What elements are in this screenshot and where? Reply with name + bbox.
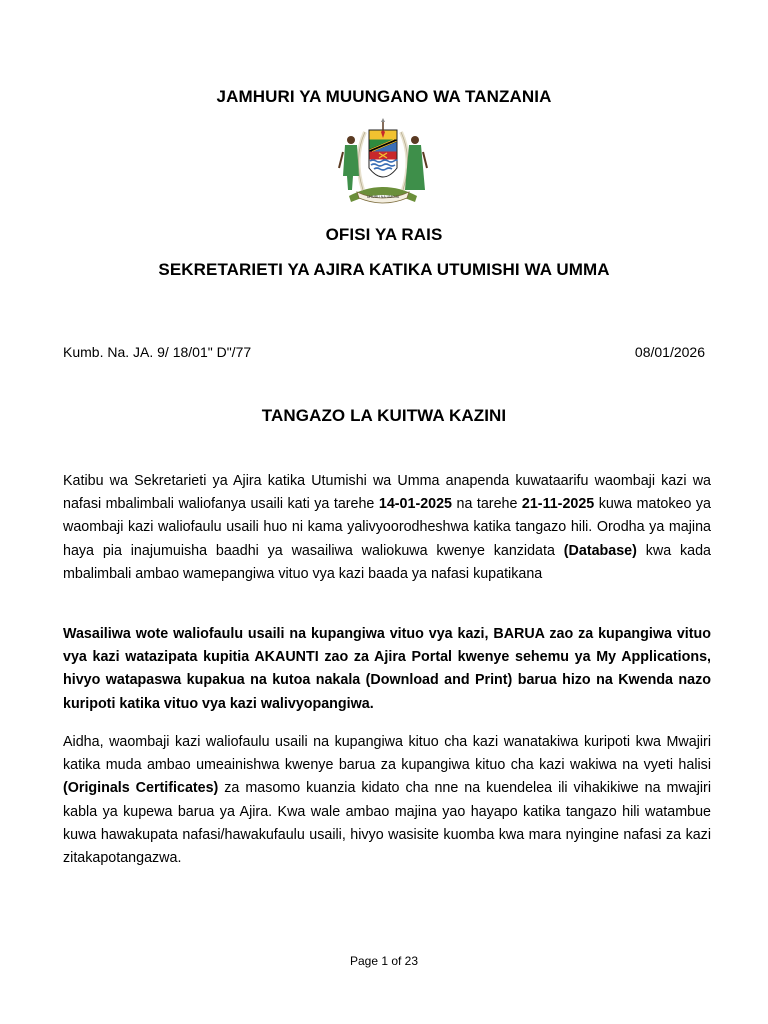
emblem-motto: UHURU NA UMOJA [366,195,400,199]
emblem-right-figure [405,136,427,190]
paragraph-ajira-portal-instructions: Wasailiwa wote waliofaulu usaili na kupangiwa vituo vya kazi, BARUA zao za kupangiwa vituo vya kazi watazipata kupitia AKAUNTI zao za Ajira Portal kwenye sehemu ya My Applications, hivyo watapaswa kupakua na kutoa nakala (Download and Print) barua hizo na Kwenda nazo kuripoti katika vituo vya kazi walivyopangiwa. [63,626,711,712]
document-date: 08/01/2026 [634,344,705,360]
reference-number: Kumb. Na. JA. 9/ 18/01" D"/77 [63,344,252,360]
emblem-shield [369,130,397,177]
page-number: Page 1 of 23 [349,954,419,968]
interview-start-date: 14-01-2025 [378,496,453,513]
originals-certificates-term: (Originals Certificates) [63,780,219,797]
announcement-title: TANGAZO LA KUITWA KAZINI [261,406,507,425]
republic-heading: JAMHURI YA MUUNGANO WA TANZANIA [216,87,552,106]
secretariat-heading: SEKRETARIETI YA AJIRA KATIKA UTUMISHI WA UMMA [158,260,610,279]
coat-of-arms-emblem [335,118,431,208]
emblem-left-figure [339,136,359,190]
paragraph-results-intro: Katibu wa Sekretarieti ya Ajira katika Utumishi wa Umma anapenda kuwataarifu waombaji kazi wa nafasi mbalimbali waliofanya usaili kati ya tarehe 14-01-2025 na tarehe 21-11-2025 kuwa matokeo ya waombaji kazi waliofaulu usaili huo ni kama yalivyoorodheshwa katika tangazo hili. Orodha ya majina haya pia inajumuisha baadhi ya wasailiwa waliokuwa kwenye kanzidata (Database) kwa kada mbalimbali ambao wamepangiwa vituo vya kazi baada ya nafasi kupatikana [63,473,712,582]
office-heading: OFISI YA RAIS [325,225,443,244]
interview-end-date: 21-11-2025 [521,496,595,513]
database-term: (Database) [563,542,637,559]
paragraph-reporting-instructions: Aidha, waombaji kazi waliofaulu usaili na kupangiwa kituo cha kazi wanatakiwa kuripoti kwa Mwajiri katika muda ambao umeainishwa kwenye barua za kupangiwa kituo cha kazi wakiwa na vyeti halisi (Originals Certificates) za masomo kuanzia kidato cha nne na kuendelea ili vihakikiwe na mwajiri kabla ya kupewa barua ya Ajira. Kwa wale ambao majina yao hayapo katika tangazo hili watambue kuwa hawakupata nafasi/hawakufaulu usaili, hivyo wasisite kuomba kwa mara nyingine nafasi za kazi zitakapotangazwa. [63,734,711,867]
